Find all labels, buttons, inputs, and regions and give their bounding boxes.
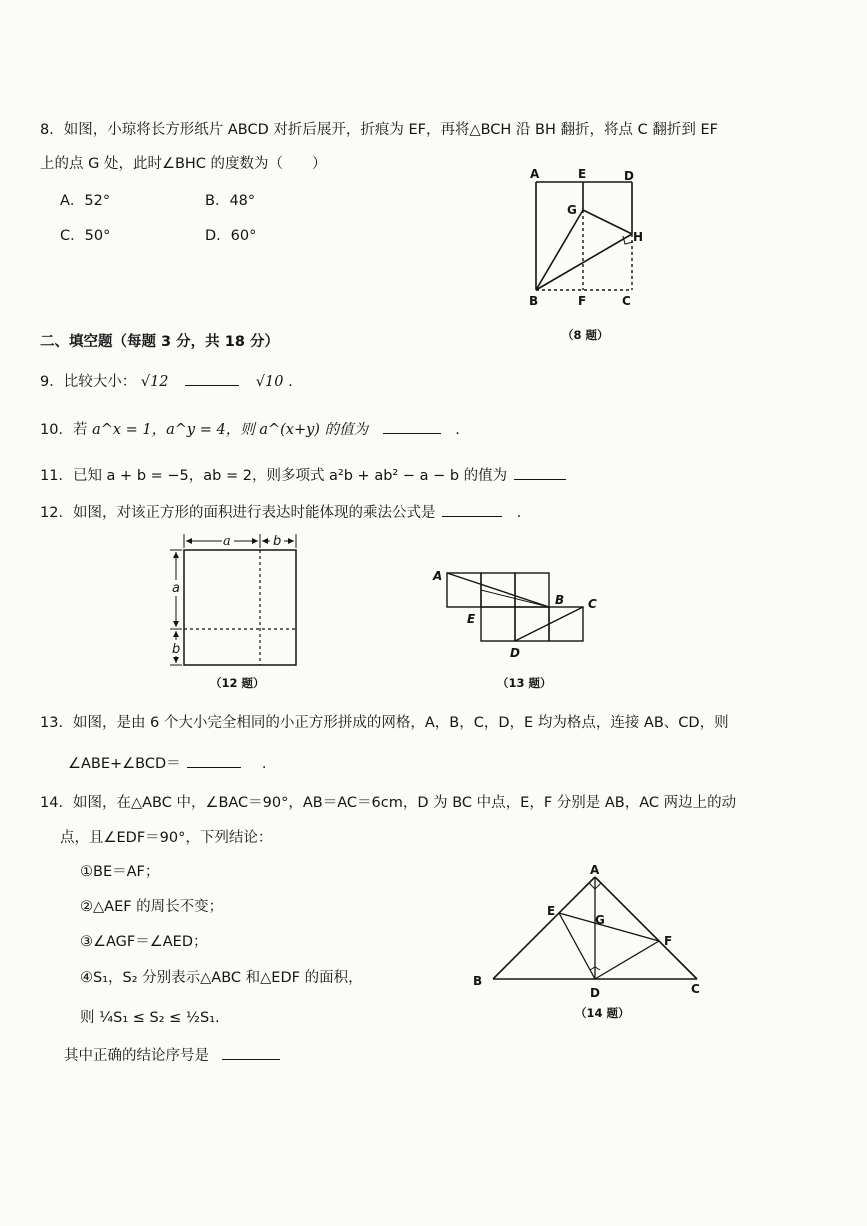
q14-conclusion-2: ②△AEF 的周长不变； bbox=[80, 899, 224, 915]
q10-answer-blank[interactable] bbox=[383, 419, 441, 434]
q8-caption: （8 题） bbox=[562, 328, 609, 342]
q13-label-b: B bbox=[555, 593, 565, 607]
q14-answer-blank[interactable] bbox=[222, 1045, 280, 1060]
q14-ask-row bbox=[64, 1044, 280, 1065]
q12-row bbox=[40, 501, 521, 522]
q9-prefix: 9．比较大小： bbox=[40, 374, 137, 390]
q11-answer-blank[interactable] bbox=[514, 465, 566, 480]
q12-figure bbox=[160, 530, 310, 695]
q8-option-d: D．60° bbox=[205, 228, 257, 244]
q8-edge-gh bbox=[583, 210, 632, 234]
q8-label-a: A bbox=[530, 167, 540, 181]
q13-cell-4 bbox=[481, 607, 515, 641]
q8-label-f: F bbox=[578, 294, 587, 308]
q8-option-b: B．48° bbox=[205, 193, 256, 209]
q12-label-b-left: b bbox=[172, 642, 181, 657]
q13-caption: （13 题） bbox=[497, 676, 552, 690]
q13-figure bbox=[425, 560, 610, 695]
q9-right: √10 bbox=[255, 374, 284, 390]
q8-label-d: D bbox=[624, 169, 634, 183]
q8-option-c: C．50° bbox=[60, 228, 111, 244]
q12-label-a-left: a bbox=[172, 581, 180, 596]
q14-caption: （14 题） bbox=[575, 1006, 630, 1020]
q11-text: 11．已知 a + b = −5，ab = 2，则多项式 a²b + ab² − a − b 的值为 bbox=[40, 468, 508, 484]
q12-answer-blank[interactable] bbox=[442, 502, 502, 517]
q14-label-g: G bbox=[595, 913, 605, 927]
q12-end: . bbox=[516, 505, 522, 521]
q8-edge-bg bbox=[536, 210, 583, 290]
q14-conclusion-3: ③∠AGF＝∠AED； bbox=[80, 934, 208, 950]
q13-end: . bbox=[261, 756, 267, 772]
q14-edge-ab bbox=[493, 877, 595, 979]
q14-label-f: F bbox=[664, 934, 673, 948]
q10-mid2: a^(x+y) 的值为 bbox=[259, 422, 369, 438]
q13-label-c: C bbox=[588, 597, 597, 611]
q11-row bbox=[40, 464, 566, 485]
q9-end: . bbox=[288, 374, 293, 390]
q13-answer-blank[interactable] bbox=[187, 753, 241, 768]
q10-mid1: a^x = 1，a^y = 4，则 bbox=[92, 422, 255, 438]
q8-label-c: C bbox=[622, 294, 631, 308]
q14-label-b: B bbox=[473, 974, 483, 988]
q9-left: √12 bbox=[140, 374, 169, 390]
q8-label-b: B bbox=[529, 294, 539, 308]
q8-line1: 8．如图，小琼将长方形纸片 ABCD 对折后展开，折痕为 EF，再将△BCH 沿 BH 翻折，将点 C 翻折到 EF bbox=[40, 122, 718, 138]
q10-prefix: 10．若 bbox=[40, 422, 88, 438]
q9-answer-blank[interactable] bbox=[185, 371, 239, 386]
q13-label-e: E bbox=[467, 612, 476, 626]
q14-figure bbox=[465, 862, 725, 1027]
q14-label-a: A bbox=[590, 863, 600, 877]
q14-segment-fd bbox=[595, 941, 659, 979]
section2-title: 二、填空题（每题 3 分，共 18 分） bbox=[40, 334, 279, 350]
q13-line2: ∠ABE+∠BCD＝ bbox=[68, 756, 181, 772]
q12-square bbox=[184, 550, 296, 665]
q13-label-d: D bbox=[510, 646, 520, 660]
q14-ask: 其中正确的结论序号是 bbox=[64, 1048, 209, 1064]
q13-cell-6 bbox=[549, 607, 583, 641]
q9-row bbox=[40, 370, 293, 391]
q8-label-e: E bbox=[578, 167, 587, 181]
q14-segment-ed bbox=[559, 913, 595, 979]
q14-conclusion-5: 则 ¼S₁ ≤ S₂ ≤ ½S₁. bbox=[80, 1010, 220, 1026]
q14-line1: 14．如图，在△ABC 中，∠BAC＝90°，AB＝AC＝6cm，D 为 BC 中点，E，F 分别是 AB，AC 两边上的动 bbox=[40, 795, 737, 811]
q8-edge-bh bbox=[536, 234, 632, 290]
q12-label-b-top: b bbox=[273, 534, 282, 549]
q12-caption: （12 题） bbox=[210, 676, 265, 690]
q13-cell-5 bbox=[515, 607, 549, 641]
q8-figure bbox=[520, 160, 650, 345]
q8-line2: 上的点 G 处，此时∠BHC 的度数为（ ） bbox=[40, 156, 327, 172]
q8-label-h: H bbox=[633, 230, 644, 244]
q8-option-a: A．52° bbox=[60, 193, 111, 209]
q10-row bbox=[40, 418, 460, 439]
q14-label-c: C bbox=[691, 982, 700, 996]
q10-end: . bbox=[455, 422, 460, 438]
q12-label-a-top: a bbox=[223, 534, 231, 549]
q13-label-a: A bbox=[433, 569, 443, 583]
q14-conclusion-1: ①BE＝AF； bbox=[80, 864, 160, 880]
q14-conclusion-4: ④S₁，S₂ 分别表示△ABC 和△EDF 的面积， bbox=[80, 970, 363, 986]
q8-label-g: G bbox=[567, 203, 577, 217]
q13-segment-ab bbox=[447, 573, 549, 607]
q13-line1: 13．如图，是由 6 个大小完全相同的小正方形拼成的网格，A，B，C，D，E 均为格点，连接 AB、CD，则 bbox=[40, 715, 729, 731]
q12-text: 12．如图，对该正方形的面积进行表达时能体现的乘法公式是 bbox=[40, 505, 436, 521]
q14-line2: 点，且∠EDF＝90°，下列结论： bbox=[60, 830, 273, 846]
q13-row2 bbox=[68, 752, 267, 773]
q14-label-d: D bbox=[590, 986, 600, 1000]
q14-label-e: E bbox=[547, 904, 556, 918]
